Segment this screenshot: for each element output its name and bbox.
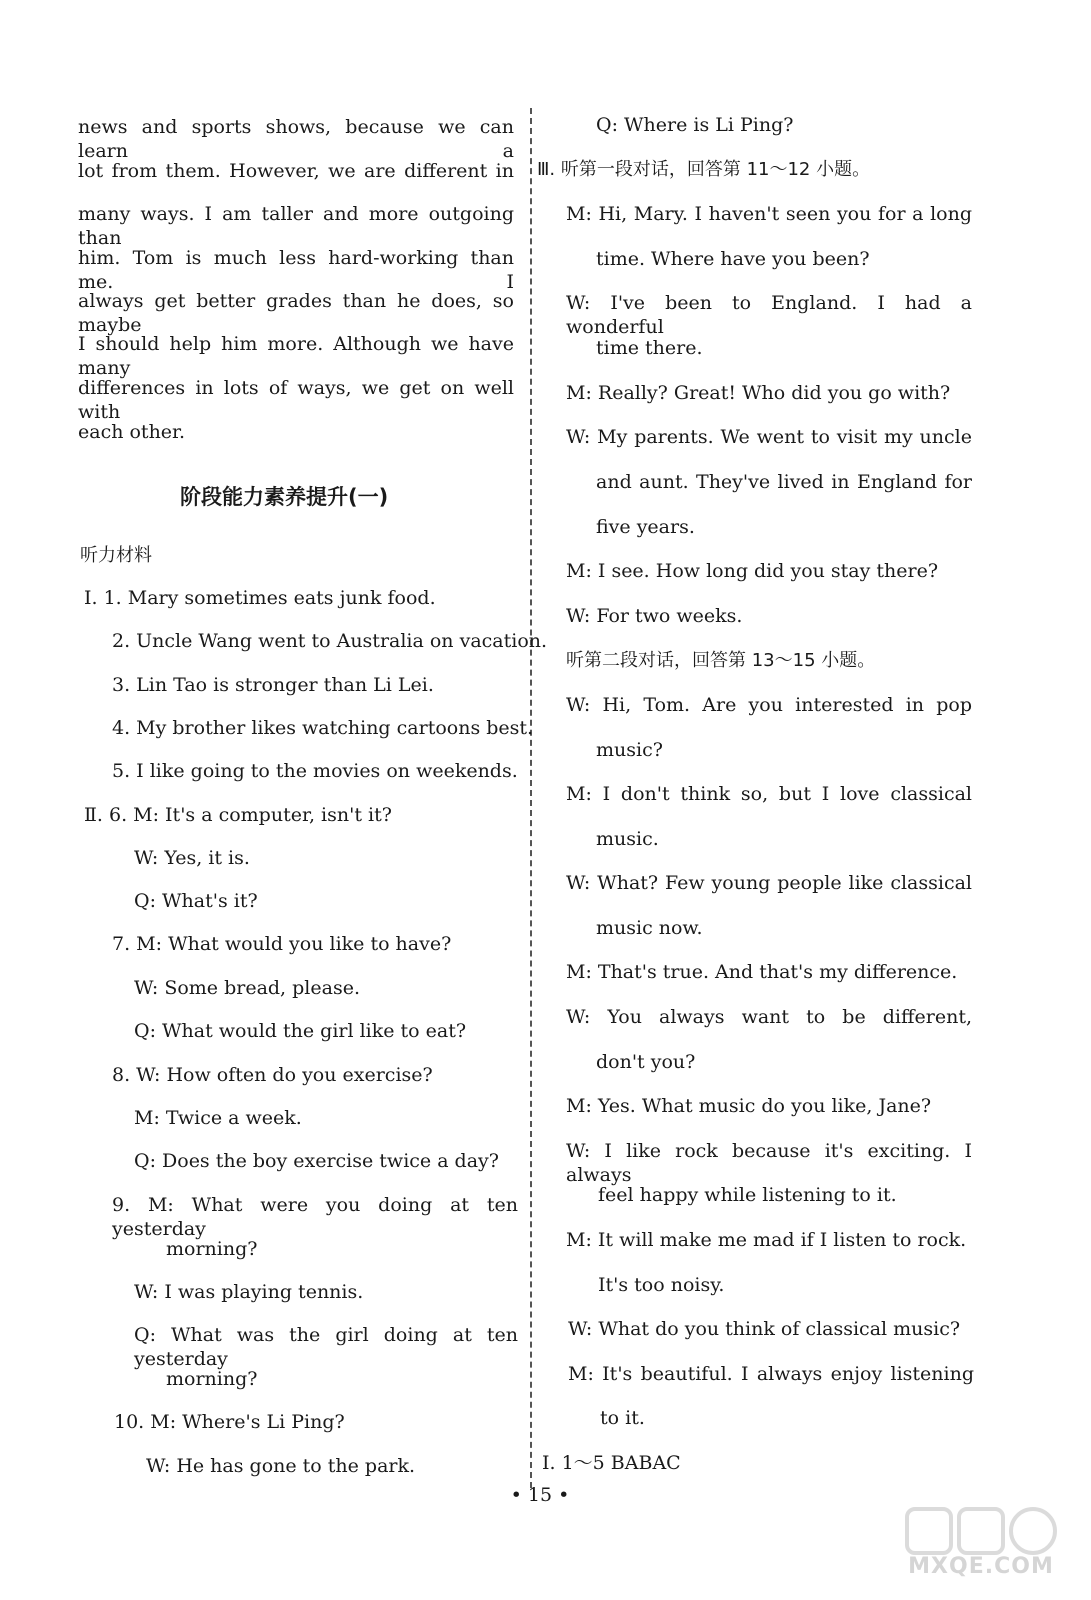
dialog-line: to it. xyxy=(600,1407,645,1429)
list-item: Q: Does the boy exercise twice a day? xyxy=(134,1150,499,1172)
list-item: morning? xyxy=(166,1368,258,1390)
list-item: 10. M: Where's Li Ping? xyxy=(114,1411,345,1433)
dialog-line: M: I don't think so, but I love classical xyxy=(566,783,972,805)
dialog-line: M: Really? Great! Who did you go with? xyxy=(566,382,951,404)
section-title: 阶段能力素养提升(一) xyxy=(180,485,389,509)
dialog-line: M: Yes. What music do you like, Jane? xyxy=(566,1095,932,1117)
paragraph-line: each other. xyxy=(78,421,186,443)
dialog-line: M: It will make me mad if I listen to rock. xyxy=(566,1229,967,1251)
list-item: W: I was playing tennis. xyxy=(134,1281,364,1303)
dialog-line: W: My parents. We went to visit my uncle xyxy=(566,426,972,448)
dialog-line: M: Hi, Mary. I haven't seen you for a long xyxy=(566,203,972,225)
list-item: 4. My brother likes watching cartoons best. xyxy=(112,717,534,739)
column-divider xyxy=(530,108,532,1488)
dialog-line: W: I like rock because it's exciting. I always xyxy=(566,1140,972,1186)
list-item: Ⅱ. 6. M: It's a computer, isn't it? xyxy=(84,804,392,826)
paragraph-line: him. Tom is much less hard-working than me. I xyxy=(78,247,514,293)
paragraph-line: differences in lots of ways, we get on well with xyxy=(78,377,514,423)
dialog-line: W: For two weeks. xyxy=(566,605,743,627)
list-item: Q: What would the girl like to eat? xyxy=(134,1020,467,1042)
dialog-line: W: Hi, Tom. Are you interested in pop xyxy=(566,694,972,716)
list-item: W: Some bread, please. xyxy=(134,977,360,999)
dialog-line: M: I see. How long did you stay there? xyxy=(566,560,939,582)
material-label: 听力材料 xyxy=(80,545,152,566)
paragraph-line: news and sports shows, because we can learn a xyxy=(78,116,514,162)
dialog-line: time there. xyxy=(596,337,703,359)
dialog-line: music? xyxy=(596,739,663,761)
dialog-line: M: It's beautiful. I always enjoy listening xyxy=(568,1363,974,1385)
dialog-line: music now. xyxy=(596,917,703,939)
watermark-text: MXQE.COM xyxy=(908,1554,1054,1579)
list-item: 3. Lin Tao is stronger than Li Lei. xyxy=(112,674,434,696)
dialog-line: don't you? xyxy=(596,1051,696,1073)
dialog-line: It's too noisy. xyxy=(598,1274,725,1296)
list-item: W: He has gone to the park. xyxy=(146,1455,416,1477)
dialog-line: Q: Where is Li Ping? xyxy=(596,114,794,136)
paragraph-line: always get better grades than he does, so maybe xyxy=(78,290,514,336)
list-item: M: Twice a week. xyxy=(134,1107,302,1129)
list-item: Q: What's it? xyxy=(134,890,258,912)
dialog-line: music. xyxy=(596,828,659,850)
page-number: • 15 • xyxy=(510,1484,570,1506)
dialog-line: and aunt. They've lived in England for xyxy=(596,471,972,493)
dialog-line: W: You always want to be different, xyxy=(566,1006,972,1028)
paragraph-line: I should help him more. Although we have many xyxy=(78,333,514,379)
dialog-heading: Ⅲ. 听第一段对话，回答第 11～12 小题。 xyxy=(537,159,871,180)
list-item: 5. I like going to the movies on weekends. xyxy=(112,760,518,782)
dialog-line: W: I've been to England. I had a wonderful xyxy=(566,292,972,338)
list-item: morning? xyxy=(166,1238,258,1260)
list-item: 8. W: How often do you exercise? xyxy=(112,1064,433,1086)
paragraph-line: lot from them. However, we are different in xyxy=(78,160,514,182)
list-item: 7. M: What would you like to have? xyxy=(112,933,452,955)
list-item: W: Yes, it is. xyxy=(134,847,250,869)
dialog-heading: 听第二段对话，回答第 13～15 小题。 xyxy=(566,650,876,671)
answer-line: Ⅰ. 1～5 BABAC xyxy=(542,1452,681,1474)
dialog-line: time. Where have you been? xyxy=(596,248,870,270)
list-item: 2. Uncle Wang went to Australia on vacation. xyxy=(112,630,548,652)
watermark-icon xyxy=(901,1505,1061,1561)
dialog-line: five years. xyxy=(596,516,695,538)
dialog-line: feel happy while listening to it. xyxy=(598,1184,897,1206)
list-item: Ⅰ. 1. Mary sometimes eats junk food. xyxy=(84,587,436,609)
dialog-line: M: That's true. And that's my difference. xyxy=(566,961,958,983)
list-item: Q: What was the girl doing at ten yesterday xyxy=(134,1324,518,1370)
dialog-line: W: What? Few young people like classical xyxy=(566,872,972,894)
list-item: 9. M: What were you doing at ten yesterday xyxy=(112,1194,518,1240)
watermark-logo xyxy=(901,1505,1061,1585)
dialog-line: W: What do you think of classical music? xyxy=(568,1318,961,1340)
paragraph-line: many ways. I am taller and more outgoing than xyxy=(78,203,514,249)
